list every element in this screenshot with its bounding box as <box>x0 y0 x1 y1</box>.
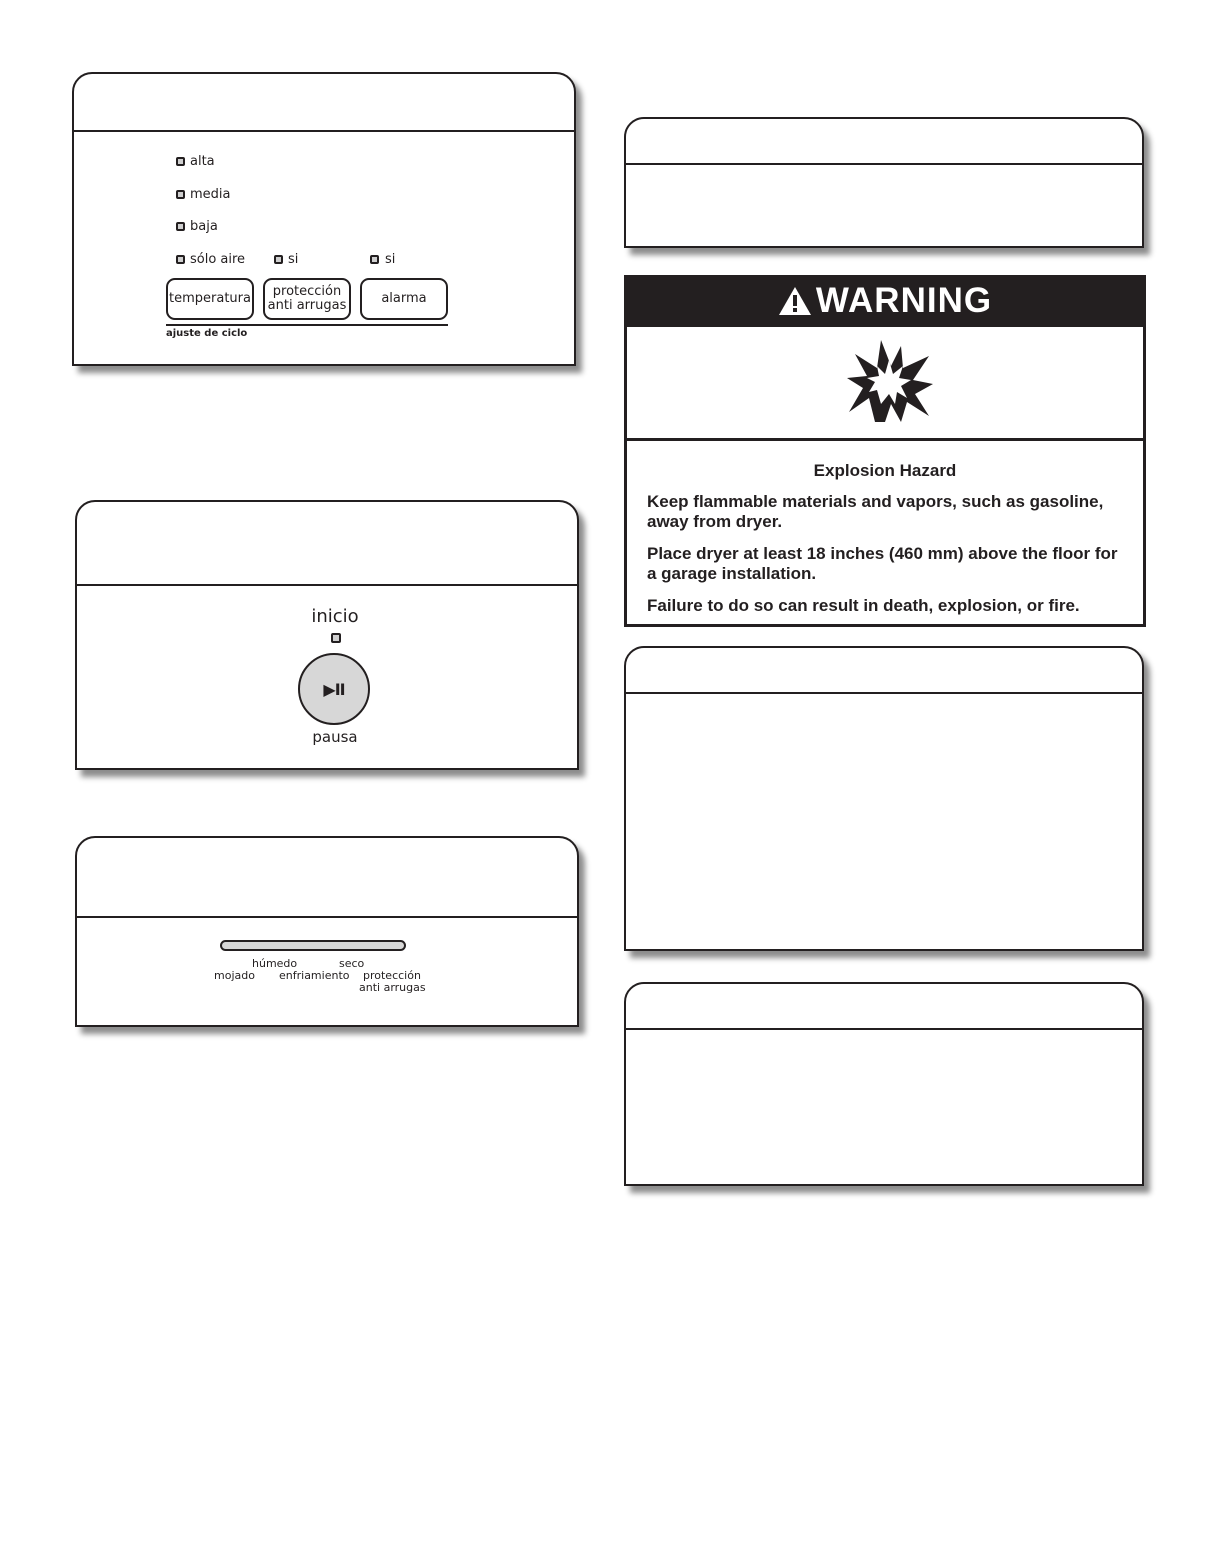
status-label-anti-arrugas: anti arrugas <box>359 981 426 994</box>
wrinkle-button-label-line2: anti arrugas <box>267 298 347 313</box>
panel-header-divider <box>626 648 1142 694</box>
play-pause-icon: ▶II <box>323 679 345 699</box>
led-indicator <box>176 222 185 231</box>
status-label-proteccion: protección <box>363 969 421 982</box>
led-indicator <box>370 255 379 264</box>
temperature-button[interactable] <box>166 278 254 320</box>
temperature-button-label: temperatura <box>169 291 251 306</box>
start-led-indicator <box>331 633 341 643</box>
status-label-seco: seco <box>339 957 365 970</box>
blank-panel-1 <box>624 117 1144 248</box>
cycle-settings-label: ajuste de ciclo <box>166 328 248 339</box>
temp-option-solo-aire: sólo aire <box>190 252 246 267</box>
panel-header-divider <box>626 984 1142 1030</box>
warning-header <box>627 278 1143 324</box>
alarm-button[interactable] <box>360 278 448 320</box>
panel-header-divider <box>74 74 574 132</box>
cycle-status-light-bar <box>220 940 406 951</box>
start-pause-panel <box>75 500 579 770</box>
start-pause-button[interactable] <box>298 653 370 725</box>
panel-header-divider <box>626 119 1142 165</box>
group-underline <box>166 324 448 326</box>
hazard-title: Explosion Hazard <box>813 461 957 480</box>
explosion-icon <box>845 338 935 424</box>
status-label-humedo: húmedo <box>252 957 298 970</box>
warning-triangle-icon <box>778 286 812 316</box>
warning-divider <box>627 324 1143 327</box>
led-indicator <box>176 255 185 264</box>
temp-option-baja: baja <box>190 219 218 234</box>
wrinkle-protection-button[interactable] <box>263 278 351 320</box>
start-label: inicio <box>311 606 359 627</box>
led-indicator <box>176 190 185 199</box>
panel-header-divider <box>77 502 577 586</box>
temperature-control-panel <box>72 72 576 366</box>
temp-option-media: media <box>190 187 231 202</box>
warning-line-3: Failure to do so can result in death, explosion, or fire. <box>647 596 1080 615</box>
cycle-status-panel <box>75 836 579 1027</box>
temp-option-alta: alta <box>190 154 215 169</box>
alarm-button-label: alarma <box>381 291 427 306</box>
led-indicator <box>274 255 283 264</box>
warning-box <box>624 275 1146 627</box>
wrinkle-si-label: si <box>288 252 299 267</box>
status-label-enfriamiento: enfriamiento <box>279 969 350 982</box>
pause-label: pausa <box>312 728 358 746</box>
warning-line-1: Keep flammable materials and vapors, such as gasoline, away from dryer. <box>647 492 1104 531</box>
blank-panel-2 <box>624 646 1144 951</box>
warning-title: WARNING <box>815 281 993 320</box>
warning-divider <box>627 438 1143 441</box>
status-label-mojado: mojado <box>214 969 255 982</box>
alarm-si-label: si <box>385 252 396 267</box>
wrinkle-button-label-line1: protección <box>272 284 342 299</box>
led-indicator <box>176 157 185 166</box>
panel-header-divider <box>77 838 577 918</box>
warning-line-2: Place dryer at least 18 inches (460 mm) above the floor for a garage installation. <box>647 544 1118 583</box>
blank-panel-3 <box>624 982 1144 1186</box>
